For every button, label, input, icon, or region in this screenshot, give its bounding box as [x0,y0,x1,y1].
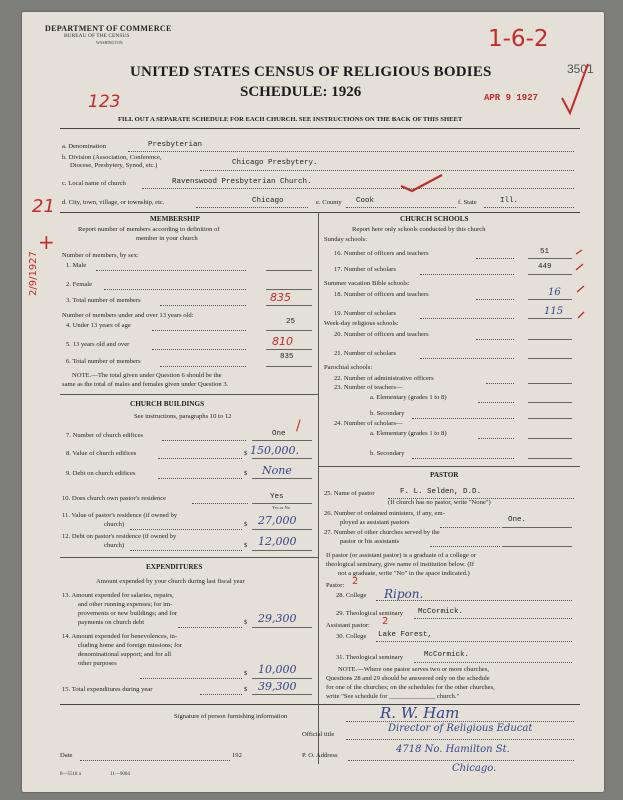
q29-label: 29. Theological seminary [336,610,404,617]
q1-dots [96,270,246,271]
q13-line-2: and other running expenses; for im- [78,601,173,608]
q11-value: 27,000 [258,514,297,527]
q19-value: 115 [544,306,564,317]
q19-label: 19. Number of scholars [334,310,396,317]
sunday-schools-label: Sunday schools: [324,236,368,243]
membership-intro-2: member in your church [136,235,198,242]
q11-label-2: church) [104,521,125,528]
hand-note-21: 21 [32,196,55,217]
q12-dollar: $ [244,542,248,549]
q11-box [252,529,312,530]
q2-box [266,289,312,290]
instruction-line: FILL OUT A SEPARATE SCHEDULE FOR EACH CHURCH. SEE INSTRUCTIONS ON THE BACK OF THIS SHEET [118,116,463,123]
q10-hint: Yes or No [272,505,291,510]
q28-value: Ripon. [384,587,424,601]
q16-label: 16. Number of officers and teachers [334,250,429,257]
department-heading: DEPARTMENT OF COMMERCE [45,24,172,33]
q30-value: Lake Forest, [378,631,433,639]
county-value: Cook [356,197,375,205]
form-title: UNITED STATES CENSUS OF RELIGIOUS BODIES [130,64,492,80]
q13-box [252,627,312,628]
schedule-title: SCHEDULE: 1926 [240,84,362,100]
date-label: Date [60,752,73,759]
q24a-box [528,438,572,439]
q7-value: One [272,430,286,438]
q10-box [252,503,312,504]
q5-value: 810 [272,335,293,348]
q24-label: 24. Number of scholars— [334,420,403,427]
date-line [80,760,230,761]
q9-value: None [262,464,292,477]
q1-label: 1. Male [66,262,87,269]
church-name-label: c. Local name of church [62,180,126,187]
q24b-label: b. Secondary [370,450,405,457]
pastor-note-1: NOTE.—Where one pastor serves two or more churches, [338,666,490,673]
schedule-number: 3501 [567,62,594,76]
q23b-box [528,418,572,419]
hand-number-left: 123 [88,92,121,112]
q19-box [528,318,572,319]
state-value: Ill. [500,197,519,205]
q31-value: McCormick. [424,651,470,659]
city-label: d. City, town, village, or township, etc. [62,199,165,206]
expenditures-sub: Amount expended by your church during last fiscal year [96,578,245,585]
q14-line-2: cluding home and foreign missions; for [78,642,182,649]
census-schedule-sheet [22,12,604,792]
q13-line-3: provements or new buildings; and for [78,610,178,617]
q26-dots [440,527,500,528]
schools-intro: Report here only schools conducted by this church [352,226,486,233]
q13-dots [178,627,242,628]
q12-box [252,550,312,551]
members-by-age-label: Number of members under and over 13 years old: [62,312,194,319]
form-number: 8—5518 a [60,772,81,777]
q4-label: 4. Under 13 years of age [66,322,131,329]
q29-line [414,618,572,619]
footer-rule [60,704,580,705]
q21-dots [420,358,514,359]
q3-box [266,305,312,306]
assistant-mark: 2 [382,616,389,627]
q20-box [528,339,572,340]
q5-label: 5. 13 years old and over [66,341,130,348]
city-value: Chicago [252,197,284,205]
expenditures-heading: EXPENDITURES [146,563,203,571]
q29-value: McCormick. [418,608,464,616]
q12-label-2: church) [104,542,125,549]
q9-label: 9. Debt on church edifices [66,470,136,477]
margin-tick-marks [574,238,594,328]
q30-line [376,641,572,642]
bureau-heading: BUREAU OF THE CENSUS [64,33,130,39]
q9-dollar: $ [244,470,248,477]
denomination-value: Presbyterian [148,141,203,149]
q18-box [528,299,572,300]
q21-label: 21. Number of scholars [334,350,396,357]
q25-value: F. L. Selden, D.D. [400,488,482,496]
pastor-label: Pastor: [326,582,345,589]
q15-dollar: $ [244,686,248,693]
membership-intro-1: Report number of members according to definition of [78,226,220,233]
q20-dots [476,339,514,340]
q2-dots [104,289,246,290]
q3-label: 3. Total number of members [66,297,141,304]
q6-dots [160,366,246,367]
q13-value: 29,300 [258,612,297,625]
q18-dots [476,299,514,300]
q14-box [252,678,312,679]
q26-label-2: ployed as assistant pastors [340,519,410,526]
q4-value: 25 [286,318,296,326]
q6-value: 835 [280,353,294,361]
header-rule [60,128,580,129]
church-name-value: Ravenswood Presbyterian Church. [172,178,312,186]
q12-dots [130,550,242,551]
q3-value: 835 [270,291,291,304]
q23-label: 23. Number of teachers— [334,384,403,391]
q16-box [528,258,572,259]
signature-value: R. W. Ham [380,704,460,722]
assistant-label: Assistant pastor: [326,622,370,629]
q14-line-1: 14. Amount expended for benevolences, in- [62,633,178,640]
q22-box [528,383,572,384]
q24a-dots [478,438,514,439]
membership-note-2: same as the total of males and females given under Question 3. [62,381,229,388]
checkmark-icon [398,172,446,194]
q23a-box [528,402,572,403]
q6-box [266,366,312,367]
state-label: f. State [458,199,477,206]
column-divider [318,212,319,764]
church-schools-heading: CHURCH SCHOOLS [400,215,469,223]
q26-box [502,527,572,528]
q27-label-1: 27. Number of other churches served by the [324,529,440,536]
q4-dots [152,330,246,331]
q21-box [528,358,572,359]
q27-label-2: pastor or his assistants [340,538,400,545]
graduate-note-2: theological seminary, give name of institution below. (If [326,561,475,568]
q14-value: 10,000 [258,663,297,676]
church-name-line [142,188,574,189]
pastor-note-4: write "See schedule for ______________ church." [326,693,460,700]
q23b-dots [412,418,514,419]
date-year: 192 [232,752,242,759]
graduate-note-1: If pastor (or assistant pastor) is a graduate of a college or [326,552,476,559]
buildings-heading: CHURCH BUILDINGS [130,400,205,408]
city-heading: WASHINGTON [96,40,123,45]
q8-dots [158,458,242,459]
pastor-note-3: for one of the churches; on the schedules for the other churches, [326,684,495,691]
buildings-sub: See instructions, paragraphs 10 to 12 [134,413,232,420]
pastor-note-2: Questions 28 and 29 should be answered only on the schedule [326,675,490,682]
membership-rule [60,394,318,395]
q4-box [266,330,312,331]
q14-line-3: denominational support; and for all [78,651,172,658]
margin-hand-date: 2/9/1927 [28,251,39,296]
q24a-label: a. Elementary (grades 1 to 8) [370,430,447,437]
q18-value: 16 [548,287,561,298]
q7-tick: / [296,418,301,434]
q17-dots [420,274,514,275]
q18-label: 18. Number of officers and teachers [334,291,429,298]
q9-box [252,478,312,479]
po-address-value: 4718 No. Hamilton St. [396,744,510,755]
division-label-2: Diocese, Presbytery, Synod, etc.) [70,162,158,169]
city-line [196,207,308,208]
q28-label: 28. College [336,592,367,599]
q30-label: 30. College [336,633,367,640]
q19-dots [420,318,514,319]
q14-line-4: other purposes [78,660,117,667]
summer-schools-label: Summer vacation Bible schools: [324,280,410,287]
q11-label-1: 11. Value of pastor's residence (if owned by [62,512,178,519]
schools-rule [318,466,580,467]
q8-dollar: $ [244,450,248,457]
membership-heading: MEMBERSHIP [150,215,200,223]
q27-dots [430,546,500,547]
division-value: Chicago Presbytery. [232,159,318,167]
po-city-value: Chicago. [452,763,497,774]
q24b-box [528,458,572,459]
pastor-heading: PASTOR [430,471,459,479]
po-address-label: P. O. Address [302,752,338,759]
po-address-line [348,760,574,761]
q17-value: 449 [538,263,552,271]
q23a-label: a. Elementary (grades 1 to 8) [370,394,447,401]
buildings-rule [60,557,318,558]
division-line [200,170,574,171]
q17-label: 17. Number of scholars [334,266,396,273]
q31-line [414,662,572,663]
q22-label: 22. Number of administrative officers [334,375,434,382]
q8-label: 8. Value of church edifices [66,450,137,457]
q25-label: 25. Name of pastor [324,490,375,497]
official-title-label: Official title [302,731,335,738]
q13-dollar: $ [244,619,248,626]
weekday-schools-label: Week-day religious schools: [324,320,399,327]
q9-dots [158,478,242,479]
official-title-value: Director of Religious Educat [388,723,533,734]
state-line [484,207,574,208]
county-line [346,207,456,208]
q3-dots [160,305,246,306]
q22-dots [486,383,514,384]
q12-label-1: 12. Debt on pastor's residence (if owned by [62,533,177,540]
q31-label: 31. Theological seminary [336,654,404,661]
q20-label: 20. Number of officers and teachers [334,331,429,338]
graduate-note-3: not a graduate, write "No" in the space indicated.) [338,570,470,577]
print-number: 11—9004 [110,772,130,777]
division-label-1: b. Division (Association, Conference, [62,154,162,161]
q14-dollar: $ [244,670,248,677]
q13-line-1: 13. Amount expended for salaries, repairs, [62,592,174,599]
pastor-mark: 2 [352,576,359,587]
q26-label-1: 26. Number of ordained ministers, if any, em- [324,510,445,517]
q5-dots [152,349,246,350]
county-label: e. County [316,199,342,206]
q15-dots [200,694,242,695]
parochial-schools-label: Parochial schools: [324,364,373,371]
membership-note-1: NOTE.—The total given under Question 6 should be the [72,372,222,379]
q10-value: Yes [270,493,284,501]
q6-label: 6. Total number of members [66,358,141,365]
received-stamp: APR 9 1927 [484,93,539,103]
members-by-sex-label: Number of members, by sex: [62,252,139,259]
q10-dots [192,503,248,504]
official-title-line [346,739,574,740]
q10-label: 10. Does church own pastor's residence [62,495,167,502]
q5-box [266,349,312,350]
q11-dollar: $ [244,521,248,528]
q15-label: 15. Total expenditures during year [62,686,153,693]
q16-dots [476,258,514,259]
denomination-label: a. Denomination [62,143,106,150]
q15-box [252,694,312,695]
q27-box [502,546,572,547]
q16-value: 51 [540,248,550,256]
hand-code-top: 1-6-2 [488,26,549,52]
q14-dots [140,678,242,679]
q7-dots [162,440,246,441]
q23a-dots [478,402,514,403]
q17-box [528,274,572,275]
q12-value: 12,000 [258,535,297,548]
q8-value: 150,000. [250,444,299,457]
q26-value: One. [508,516,527,524]
q7-label: 7. Number of church edifices [66,432,144,439]
q13-line-4: payments on church debt [78,619,145,626]
q25-hint: (If church has no pastor, write "None") [388,499,491,506]
q11-dots [130,529,242,530]
plus-mark: + [38,230,55,254]
q23b-label: b. Secondary [370,410,405,417]
signature-label: Signature of person furnishing information [174,713,288,720]
q8-box [252,458,312,459]
q15-value: 39,300 [258,680,297,693]
denomination-line [128,151,574,152]
q24b-dots [412,458,514,459]
ident-rule [60,212,580,213]
q2-label: 2. Female [66,281,93,288]
q7-box [252,440,312,441]
q1-box [266,270,312,271]
checkmark-icon [556,58,596,128]
